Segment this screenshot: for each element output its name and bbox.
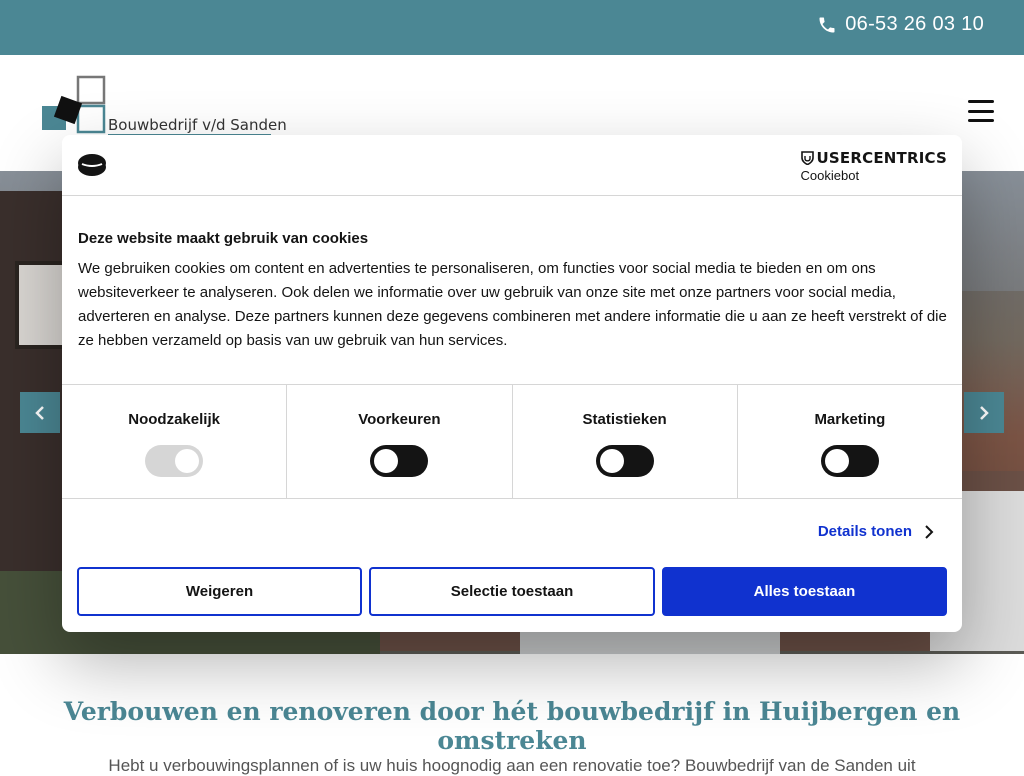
toggle-knob [600, 449, 624, 473]
slider-prev-button[interactable] [20, 392, 60, 433]
brand-subtitle: Cookiebot [800, 168, 860, 183]
allow-selection-button[interactable]: Selectie toestaan [369, 567, 655, 616]
usercentrics-brand[interactable] [801, 149, 947, 183]
category-label: Voorkeuren [358, 411, 441, 428]
phone-icon [817, 15, 837, 35]
top-bar [0, 0, 1024, 55]
toggle-knob [175, 449, 199, 473]
category-label: Statistieken [582, 411, 667, 428]
toggle-knob [374, 449, 398, 473]
category-preferences [287, 385, 512, 498]
toggle-marketing[interactable] [821, 445, 879, 477]
toggle-preferences[interactable] [370, 445, 428, 477]
phone-link[interactable] [817, 13, 984, 36]
site-logo[interactable] [40, 75, 287, 137]
cookie-dialog-title: Deze website maakt gebruik van cookies [78, 230, 369, 247]
toggle-statistics[interactable] [596, 445, 654, 477]
show-details-link[interactable] [818, 523, 934, 540]
cookie-dialog-header [62, 135, 962, 196]
shield-icon [801, 151, 814, 165]
hamburger-icon-bar [968, 100, 994, 103]
hamburger-icon-bar [968, 119, 994, 122]
phone-number: 06-53 26 03 10 [845, 13, 984, 35]
brand-name: USERCENTRICS [816, 149, 947, 167]
intro-text: Hebt u verbouwingsplannen of is uw huis hoognodig aan een renovatie toe? Bouwbedrijf van de Sanden uit [108, 756, 916, 775]
allow-all-button[interactable]: Alles toestaan [662, 567, 947, 616]
logo-text: Bouwbedrijf v/d Sanden [108, 116, 287, 134]
hero-window-shape [15, 261, 68, 349]
decline-button[interactable]: Weigeren [77, 567, 362, 616]
chevron-right-icon [976, 405, 992, 421]
chevron-right-icon [924, 525, 934, 539]
slider-next-button[interactable] [964, 392, 1004, 433]
toggle-necessary [145, 445, 203, 477]
cookiebot-logo-icon [77, 153, 107, 177]
category-marketing [738, 385, 962, 498]
category-label: Noodzakelijk [128, 411, 220, 428]
cookie-consent-dialog [62, 135, 962, 632]
logo-mark-icon [40, 75, 110, 137]
menu-toggle-button[interactable] [968, 100, 994, 122]
hamburger-icon-bar [968, 110, 994, 113]
chevron-left-icon [32, 405, 48, 421]
toggle-knob [825, 449, 849, 473]
cookie-categories [62, 384, 962, 499]
cookie-dialog-body: We gebruiken cookies om content en advertenties te personaliseren, om functies voor social media te bieden en om ons websiteverkeer te analyseren. Ook delen we informatie over uw gebruik van onze site met onze partners voor social media, adverteren en analyse. Deze partners kunnen deze gegevens combineren met andere informatie die u aan ze heeft verstrekt of die ze hebben verzameld op basis van uw gebruik van hun services. [78, 260, 947, 349]
category-label: Marketing [814, 411, 886, 428]
show-details-label: Details tonen [817, 523, 912, 540]
page-headline: Verbouwen en renoveren door hét bouwbedrijf in Huijbergen en omstreken [63, 697, 961, 755]
category-statistics [513, 385, 738, 498]
category-necessary [62, 385, 287, 498]
